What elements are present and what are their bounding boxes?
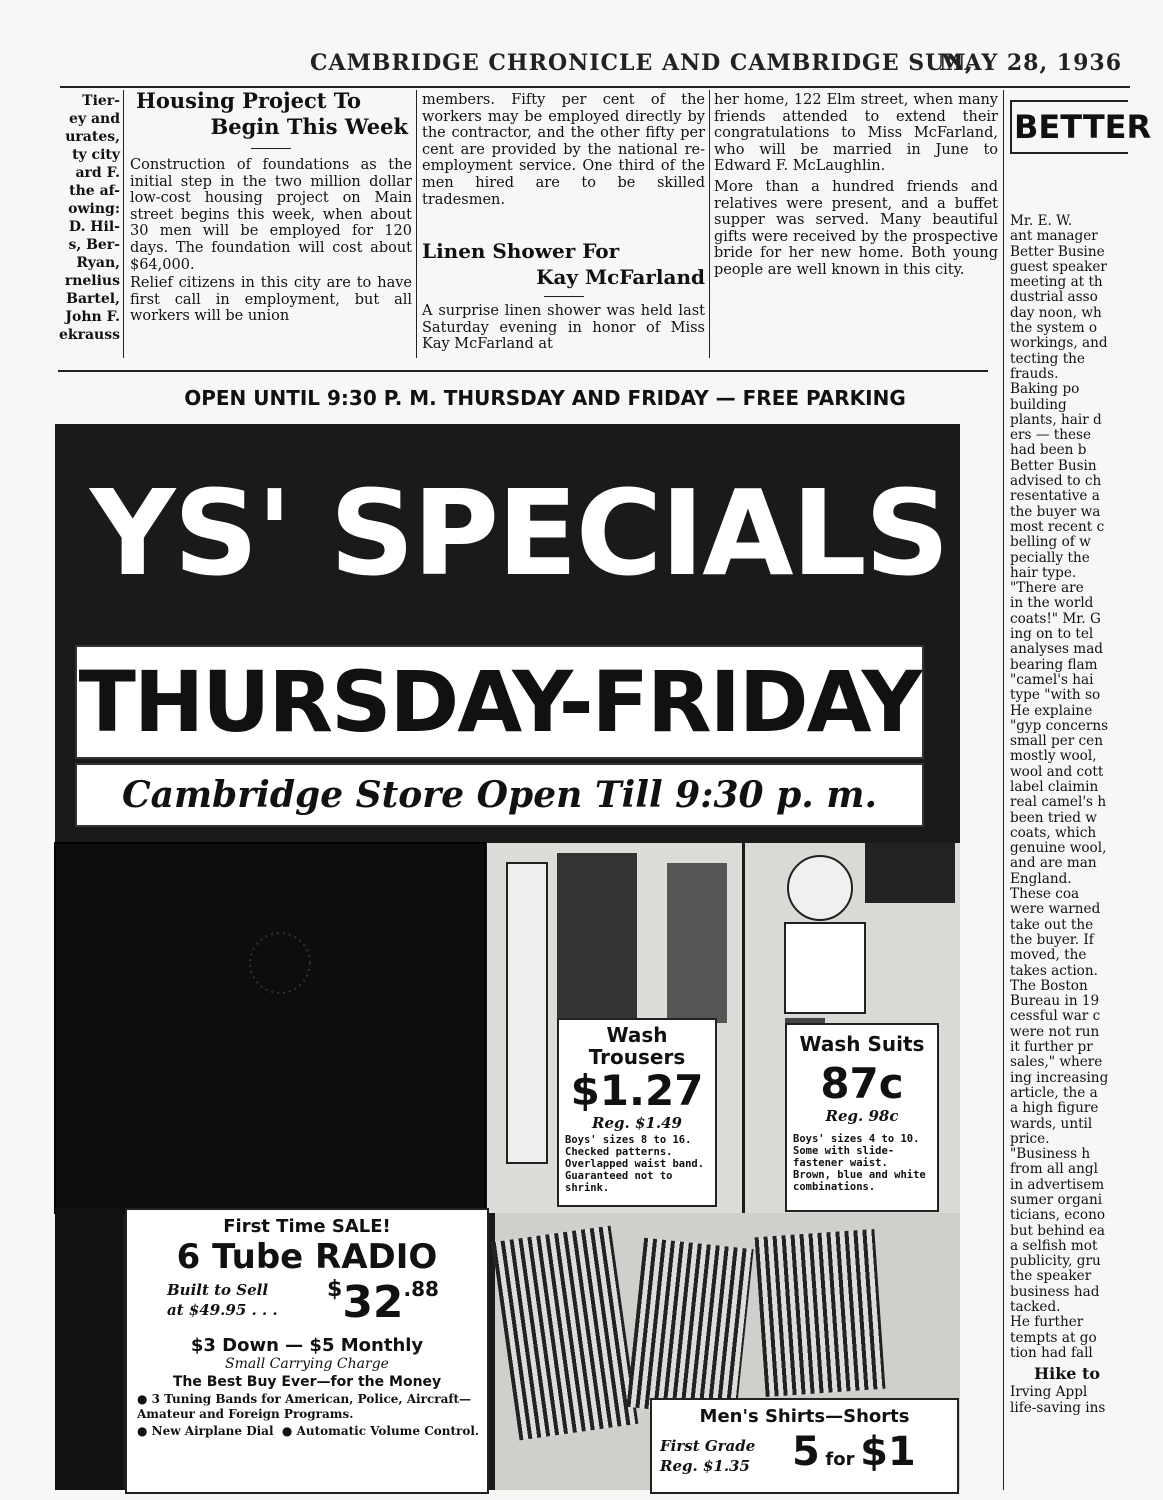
- text-line: wards, until: [1010, 1115, 1093, 1132]
- article-paragraph: Construction of foundations as the initial step in the two million dollar low-cost housing project on Main street begins this week, when about 30 men will be employed for 120 days. The foundation will cost about $64,000.: [130, 157, 412, 273]
- text-line: The Boston: [1010, 977, 1088, 994]
- text-line: analyses mad: [1010, 641, 1104, 658]
- radio-feature-text: Automatic Volume Control.: [296, 1424, 480, 1438]
- text-line: day noon, wh: [1010, 304, 1102, 321]
- text-line: hair type.: [1010, 564, 1077, 581]
- column-rule: [416, 90, 417, 358]
- text-line: ing increasing: [1010, 1069, 1109, 1086]
- text-line: bearing flam: [1010, 656, 1098, 673]
- text-line: type "with so: [1010, 687, 1101, 704]
- masthead: [60, 48, 1130, 88]
- text-line: tacked.: [1010, 1299, 1061, 1316]
- text-line: Bartel,: [66, 291, 120, 307]
- trousers-price-box: [557, 1018, 717, 1207]
- column-rule: [123, 90, 124, 358]
- trousers-title: Trousers: [588, 1045, 686, 1069]
- radio-price: [327, 1277, 439, 1329]
- radio-kicker: First Time SALE!: [223, 1216, 391, 1237]
- shirt-drawing: [626, 1238, 753, 1419]
- text-line: advised to ch: [1010, 473, 1102, 490]
- text-line: publicity, gru: [1010, 1253, 1101, 1270]
- text-line: "camel's hai: [1010, 671, 1094, 688]
- ad-top-banner: OPEN UNTIL 9:30 P. M. THURSDAY AND FRIDAY — FREE PARKING: [184, 386, 906, 410]
- radio-feature-text: New Airplane Dial: [151, 1424, 274, 1438]
- text-line: ant manager: [1010, 228, 1098, 245]
- text-line: coats, which: [1010, 824, 1097, 841]
- text-line: from all angl: [1010, 1161, 1098, 1178]
- text-line: "gyp concerns: [1010, 717, 1109, 734]
- text-line: tion had fall: [1010, 1344, 1093, 1361]
- text-line: "There are: [1010, 580, 1084, 597]
- text-line: Tier-: [82, 93, 120, 109]
- ad-days-text: THURSDAY-FRIDAY: [78, 653, 921, 751]
- article-linen-shower-continued: [714, 92, 998, 362]
- masthead-date: MAY 28, 1936: [939, 50, 1122, 76]
- text-line: rnelius: [64, 273, 120, 289]
- text-line: John F.: [65, 309, 120, 325]
- ad-store-hours-box: [75, 763, 924, 827]
- radio-feature: ● New Airplane Dial ● Automatic Volume Control.: [137, 1424, 480, 1438]
- text-line: wool and cott: [1010, 763, 1104, 780]
- radio-title: 6 Tube RADIO: [176, 1237, 438, 1277]
- text-line: resentative a: [1010, 488, 1100, 505]
- text-line: He further: [1010, 1314, 1084, 1331]
- radio-best-buy: The Best Buy Ever—for the Money: [172, 1374, 442, 1390]
- text-line: ey and: [69, 111, 120, 127]
- text-line: "Business h: [1010, 1146, 1091, 1163]
- text-line: genuine wool,: [1010, 840, 1107, 857]
- text-line: urates,: [65, 129, 120, 145]
- text-line: but behind ea: [1010, 1222, 1106, 1239]
- article-headline: Kay McFarland: [536, 265, 705, 289]
- shirts-grade: First Grade: [660, 1437, 756, 1455]
- article-better-business: [1010, 100, 1152, 1490]
- text-line: moved, the: [1010, 947, 1087, 964]
- radio-price-cents: .88: [403, 1277, 439, 1301]
- radio-feature: ● 3 Tuning Bands for American, Police, Aircraft—Amateur and Foreign Programs.: [137, 1392, 472, 1421]
- article-body: [1010, 214, 1128, 1361]
- shirts-deal-price: $1: [860, 1429, 916, 1475]
- text-line: ty city: [72, 147, 120, 163]
- text-line: it further pr: [1010, 1039, 1093, 1056]
- text-line: Better Busin: [1010, 457, 1097, 474]
- radio-price-row: [127, 1277, 487, 1335]
- trousers-regular-price: Reg. $1.49: [592, 1114, 682, 1132]
- text-line: meeting at th: [1010, 274, 1103, 291]
- text-line: tecting the: [1010, 350, 1085, 367]
- text-line: Mr. E. W.: [1010, 213, 1073, 229]
- article-headline: Begin This Week: [210, 114, 408, 139]
- radio-built-line: Built to Sell: [167, 1281, 269, 1299]
- text-line: guest speaker: [1010, 258, 1107, 275]
- text-line: Better Busine: [1010, 243, 1105, 260]
- text-line: life-saving ins: [1010, 1399, 1106, 1416]
- text-line: a high figure: [1010, 1100, 1099, 1117]
- text-line: ers — these: [1010, 427, 1092, 444]
- ad-days-box: [75, 645, 924, 759]
- text-line: been tried w: [1010, 809, 1097, 826]
- text-line: owing:: [68, 201, 120, 217]
- store-advertisement: [55, 378, 960, 1490]
- article-headline: BETTER: [1010, 100, 1128, 154]
- text-line: belling of w: [1010, 534, 1091, 551]
- shirts-title: Men's Shirts—Shorts: [699, 1406, 910, 1427]
- article-housing-project: [130, 88, 412, 358]
- shirt-drawing: [492, 1226, 639, 1441]
- text-line: the af-: [69, 183, 120, 199]
- article-paragraph: A surprise linen shower was held last Saturday evening in honor of Miss Kay McFarland at: [422, 303, 705, 353]
- text-line: were warned: [1010, 901, 1101, 918]
- divider: [544, 296, 584, 297]
- article-paragraph: members. Fifty per cent of the workers may be employed directly by the contractor, and the other fifty per cent are provided by the national re-employment service. One third of the men hired are to be skilled tradesmen.: [422, 92, 705, 208]
- text-line: ticians, econo: [1010, 1207, 1106, 1224]
- article-paragraph: Relief citizens in this city are to have first call in employment, but all workers will be union: [130, 275, 412, 325]
- text-line: ekrauss: [59, 327, 120, 343]
- text-line: Bureau in 19: [1010, 993, 1100, 1010]
- ad-photo-texture: [55, 843, 485, 1213]
- text-line: workings, and: [1010, 335, 1108, 352]
- radio-terms: $3 Down — $5 Monthly: [190, 1335, 424, 1356]
- section-rule: [58, 370, 988, 372]
- radio-built-price: at $49.95 . . .: [167, 1301, 278, 1319]
- radio-charge: Small Carrying Charge: [225, 1356, 389, 1372]
- text-line: England.: [1010, 870, 1072, 887]
- text-line: These coa: [1010, 886, 1080, 903]
- text-line: were not run: [1010, 1023, 1100, 1040]
- article-paragraph: More than a hundred friends and relatives were present, and a buffet supper was served. Many beautiful gifts were received by the prospective bride for her new home. Both young people are well known in this city.: [714, 178, 998, 278]
- column-fragment-left: [58, 92, 120, 354]
- text-line: pecially the: [1010, 549, 1090, 566]
- suits-price-box: [785, 1023, 939, 1212]
- text-line: He explaine: [1010, 702, 1093, 719]
- column-rule: [709, 90, 710, 358]
- suits-regular-price: Reg. 98c: [825, 1107, 899, 1125]
- text-line: label claimin: [1010, 778, 1099, 795]
- text-line: in the world: [1010, 595, 1094, 612]
- text-line: frauds.: [1010, 365, 1059, 382]
- shirt-drawing: [755, 1229, 886, 1397]
- article-headline: Housing Project To: [136, 88, 362, 113]
- text-line: cessful war c: [1010, 1008, 1101, 1025]
- text-line: and are man: [1010, 855, 1097, 872]
- text-line: tempts at go: [1010, 1329, 1097, 1346]
- radio-feature-text: 3 Tuning Bands for American, Police, Aircraft—Amateur and Foreign Programs.: [137, 1392, 472, 1421]
- text-line: mostly wool,: [1010, 748, 1097, 765]
- text-line: building: [1010, 396, 1067, 413]
- text-line: article, the a: [1010, 1084, 1098, 1101]
- text-line: ing on to tel: [1010, 626, 1094, 643]
- text-line: the buyer wa: [1010, 503, 1101, 520]
- radio-sale-box: [125, 1208, 489, 1494]
- article-linen-shower: [422, 238, 705, 360]
- text-line: D. Hil-: [68, 219, 120, 235]
- text-line: takes action.: [1010, 962, 1098, 979]
- shirts-deal-number: 5: [792, 1429, 820, 1475]
- trousers-price: $1.27: [570, 1066, 704, 1115]
- text-line: the system o: [1010, 320, 1098, 337]
- text-line: ard F.: [75, 165, 120, 181]
- text-line: the speaker: [1010, 1268, 1092, 1285]
- text-line: Irving Appl: [1010, 1384, 1088, 1401]
- ad-store-hours-text: Cambridge Store Open Till 9:30 p. m.: [121, 774, 878, 816]
- radio-price-dollar: $: [327, 1277, 343, 1302]
- text-line: plants, hair d: [1010, 411, 1102, 428]
- shirts-deal-for: for: [825, 1449, 855, 1470]
- text-line: take out the: [1010, 916, 1094, 933]
- text-line: real camel's h: [1010, 794, 1107, 811]
- suits-title: Wash Suits: [799, 1032, 925, 1056]
- article-body: [1010, 1385, 1128, 1416]
- text-line: had been b: [1010, 442, 1087, 459]
- article-housing-continued: [422, 92, 705, 222]
- ad-dark-photo: [55, 843, 485, 1213]
- shirts-deal: [792, 1429, 916, 1475]
- text-line: small per cen: [1010, 733, 1103, 750]
- text-line: a selfish mot: [1010, 1237, 1098, 1254]
- text-line: business had: [1010, 1283, 1100, 1300]
- trousers-description: Boys' sizes 8 to 16. Checked patterns. Overlapped waist band. Guaranteed not to shrink.: [565, 1134, 705, 1194]
- shirts-regular-price: Reg. $1.35: [660, 1457, 750, 1475]
- radio-price-main: 32: [342, 1277, 404, 1328]
- ad-left-strip: [55, 1208, 123, 1490]
- text-line: Ryan,: [76, 255, 120, 271]
- suits-price: 87c: [820, 1059, 904, 1108]
- text-line: sales," where: [1010, 1054, 1103, 1071]
- text-line: in advertisem: [1010, 1176, 1105, 1193]
- article-headline: Hike to: [1034, 1364, 1101, 1384]
- article-headline: Linen Shower For: [422, 239, 620, 263]
- text-line: s, Ber-: [68, 237, 120, 253]
- text-line: dustrial asso: [1010, 289, 1098, 306]
- text-line: price.: [1010, 1130, 1050, 1147]
- masthead-paper-name: CAMBRIDGE CHRONICLE AND CAMBRIDGE SUN,: [310, 50, 974, 76]
- text-line: the buyer. If: [1010, 931, 1094, 948]
- text-line: Baking po: [1010, 381, 1080, 398]
- shirts-price-box: [650, 1398, 959, 1494]
- text-line: sumer organi: [1010, 1192, 1103, 1208]
- trousers-title: Wash: [606, 1023, 668, 1047]
- divider: [251, 148, 291, 149]
- text-line: most recent c: [1010, 518, 1105, 535]
- ad-specials-heading: YS' SPECIALS: [90, 464, 948, 602]
- article-paragraph: her home, 122 Elm street, when many friends attended to extend their congratulations to Miss McFarland, who will be married in June to Edward F. McLaughlin.: [714, 92, 998, 175]
- suits-description: Boys' sizes 4 to 10. Some with slide-fastener waist. Brown, blue and white combinations.: [793, 1133, 926, 1193]
- shirts-deal-row: [652, 1427, 957, 1487]
- text-line: coats!" Mr. G: [1010, 610, 1101, 627]
- column-rule: [1003, 90, 1004, 1490]
